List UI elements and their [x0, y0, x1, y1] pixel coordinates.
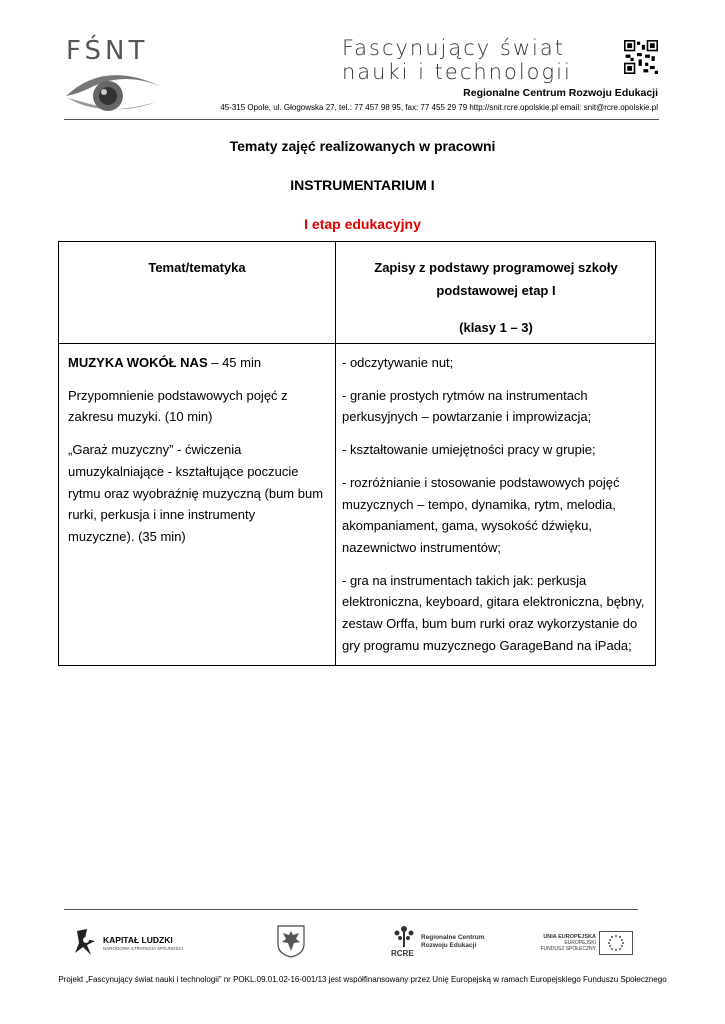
curriculum-item: - granie prostych rytmów na instrumentach perkusyjnych – powtarzanie i improwizacja; — [342, 387, 592, 425]
column-header-curriculum-text: Zapisy z podstawy programowej szkoły podstawowej etap I — [374, 260, 618, 298]
qr-code-icon — [624, 40, 658, 74]
topic-paragraph: Przypomnienie podstawowych pojęć z zakresu muzyki. (10 min) — [68, 387, 288, 425]
rcre-name — [421, 934, 485, 950]
rcre-tree-logo-icon — [391, 924, 417, 948]
topic-cell — [68, 352, 324, 559]
lab-name: INSTRUMENTARIUM I — [290, 177, 435, 193]
org-address: 45-315 Opole, ul. Głogowska 27, tel.: 77 457 98 95, fax: 77 455 29 79 http://snit.rcre.opolskie.pl email: snit@rcre.opolskie.pl — [220, 103, 658, 112]
header-divider — [64, 119, 659, 120]
brand-title-line2: nauki i technologii — [342, 60, 572, 84]
eu-line3: FUNDUSZ SPOŁECZNY — [540, 946, 596, 952]
kapital-ludzki-logo — [73, 927, 188, 957]
header-row-divider — [59, 343, 655, 344]
column-header-grades: (klasy 1 – 3) — [459, 320, 533, 335]
eu-flag-icon — [599, 931, 633, 955]
curriculum-item: - rozróżnianie i stosowanie podstawowych pojęć muzycznych – tempo, dynamika, rytm, melodia, akompaniament, gama, wysokość dźwięku, nazewnictwo instrumentów; — [342, 474, 620, 555]
page-title: Tematy zajęć realizowanych w pracowni — [229, 138, 496, 154]
curriculum-item: - odczytywanie nut; — [342, 355, 454, 370]
eye-logo-icon — [64, 66, 164, 122]
topics-table — [58, 241, 656, 666]
rcre-mark: RCRE — [391, 949, 414, 958]
project-funding-note: Projekt „Fascynujący świat nauki i technologii” nr POKL.09.01.02-16-001/13 jest współfinansowany przez Unię Europejską w ramach Europejskiego Funduszu Społecznego — [58, 975, 667, 984]
rcre-logo — [391, 924, 486, 962]
eu-line1: UNIA EUROPEJSKA — [543, 934, 596, 940]
fsnt-logo — [64, 36, 164, 122]
rcre-name-line1: Regionalne Centrum — [421, 934, 485, 941]
footer-divider — [64, 909, 638, 910]
brand-title — [342, 36, 617, 84]
brand-title-line1: Fascynujący świat — [342, 36, 565, 60]
fsnt-logo-letters: FŚNT — [66, 36, 149, 66]
curriculum-item: - kształtowanie umiejętności pracy w grupie; — [342, 442, 596, 458]
kl-title: KAPITAŁ LUDZKI — [103, 935, 173, 945]
eu-text — [536, 934, 596, 952]
kapital-ludzki-logo-icon — [73, 927, 99, 957]
column-header-curriculum — [336, 256, 656, 339]
education-stage: I etap edukacyjny — [304, 216, 421, 232]
kl-subtitle: NARODOWA STRATEGIA SPÓJNOŚCI — [103, 946, 184, 951]
curriculum-item: - gra na instrumentach takich jak: perkusja elektroniczna, keyboard, gitara elektroniczna, bębny, zestaw Orffa, bum bum rurki oraz wykorzystanie do gry programu muzycznego GarageBand na iPada; — [342, 572, 645, 653]
org-name: Regionalne Centrum Rozwoju Edukacji — [463, 87, 658, 99]
eu-logo — [536, 929, 636, 959]
column-header-topic: Temat/tematyka — [148, 260, 246, 275]
topic-name: MUZYKA WOKÓŁ NAS — [68, 355, 208, 370]
curriculum-cell — [342, 352, 648, 667]
eagle-emblem-icon — [276, 924, 306, 958]
rcre-name-line2: Rozwoju Edukacji — [421, 942, 477, 949]
eu-line2: EUROPEJSKI — [564, 940, 596, 946]
topic-heading — [68, 352, 324, 374]
topic-paragraph: „Garaż muzyczny” - ćwiczenia umuzykalniające - kształtujące poczucie rytmu oraz wyobraźnię muzyczną (bum bum rurki, perkusja i inne instrumenty muzyczne). (35 min) — [68, 442, 324, 544]
topic-duration: – 45 min — [207, 355, 262, 370]
